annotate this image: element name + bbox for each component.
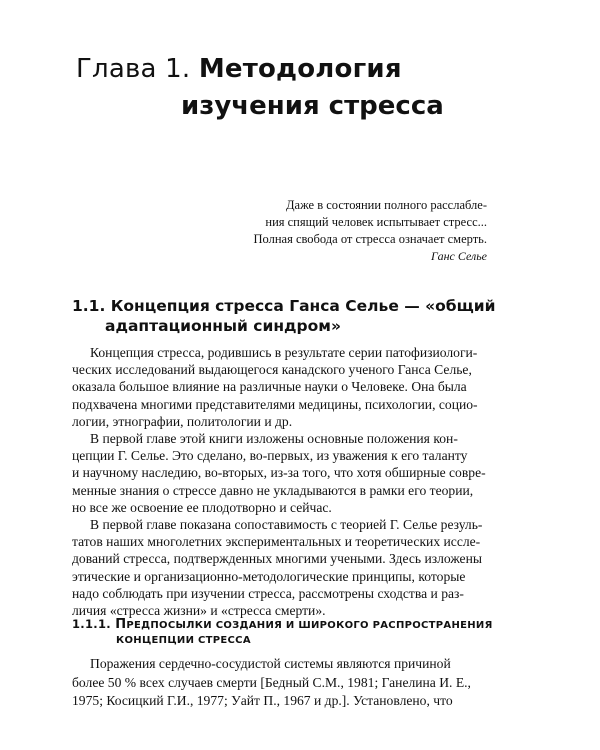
epigraph-line: ния спящий человек испытывает стресс... [265, 215, 487, 229]
paragraph [72, 430, 488, 516]
subsection-heading [72, 617, 493, 648]
text-line: этические и организационно-методологические принципы, которые [72, 568, 466, 584]
text-line: личия «стресса жизни» и «стресса смерти». [72, 603, 326, 619]
paragraph [72, 344, 488, 430]
chapter-heading [76, 52, 402, 86]
text-line: Концепция стресса, родившись в результате серии патофизиологи- [90, 345, 478, 360]
text-line: более 50 % всех случаев смерти [Бедный С.М., 1981; Ганелина И. Е., [72, 674, 471, 690]
paragraph [72, 516, 488, 619]
text-line: татов наших многолетних экспериментальных и теоретических иссле- [72, 534, 481, 550]
text-line: менные знания о стрессе давно не укладываются в рамки его теории, [72, 482, 474, 498]
section-body [72, 344, 488, 619]
text-line: подхвачена многими представителями медицины, психологии, социо- [72, 396, 478, 412]
epigraph [180, 197, 487, 265]
subsection-body [72, 655, 488, 711]
text-line: ческих исследований выдающегося канадского ученого Ганса Селье, [72, 362, 472, 378]
epigraph-author: Ганс Селье [431, 249, 487, 263]
text-line: В первой главе показана сопоставимость с теорией Г. Селье резуль- [90, 517, 483, 533]
text-line: логии, этнографии, политологии и др. [72, 413, 293, 429]
text-line: надо соблюдать при изучении стресса, рассмотрены сходства и раз- [72, 585, 464, 601]
chapter-title-line1: Методология [198, 54, 402, 84]
section-heading [72, 296, 495, 336]
text-line: В первой главе этой книги изложены основные положения кон- [90, 431, 458, 447]
subsection-heading-line2: КОНЦЕПЦИИ СТРЕССА [116, 635, 251, 646]
epigraph-line: Полная свобода от стресса означает смерть. [253, 232, 487, 246]
section-heading-line1: 1.1. Концепция стресса Ганса Селье — «общий [72, 297, 496, 315]
text-line: и научному наследию, во-вторых, из-за того, что хотя обширные совре- [72, 465, 486, 481]
subsection-number: 1.1.1. [72, 617, 111, 631]
subsection-heading-line1 [72, 617, 493, 633]
chapter-title-line2: изучения стресса [181, 91, 444, 121]
epigraph-line: Даже в состоянии полного расслабле- [286, 198, 487, 212]
text-line: Поражения сердечно-сосудистой системы являются причиной [90, 656, 451, 671]
subsection-heading-rest: РЕДПОСЫЛКИ СОЗДАНИЯ И ШИРОКОГО РАСПРОСТРАНЕНИЯ [126, 620, 493, 631]
section-heading-line2: адаптационный синдром» [105, 317, 341, 335]
text-line: но все же освоение ее плодотворно и сейчас. [72, 499, 332, 515]
text-line: оказала большое влияние на различные науки о Человеке. Она была [72, 379, 467, 395]
text-line: 1975; Косицкий Г.И., 1977; Уайт П., 1967 и др.]. Установлено, что [72, 693, 453, 709]
subsection-first-letter: П [115, 617, 127, 632]
chapter-label: Глава 1. [76, 54, 191, 84]
text-line: дований стресса, подтвержденных многими учеными. Здесь изложены [72, 551, 482, 567]
text-line: цепции Г. Селье. Это сделано, во-первых, из уважения к его таланту [72, 448, 468, 464]
